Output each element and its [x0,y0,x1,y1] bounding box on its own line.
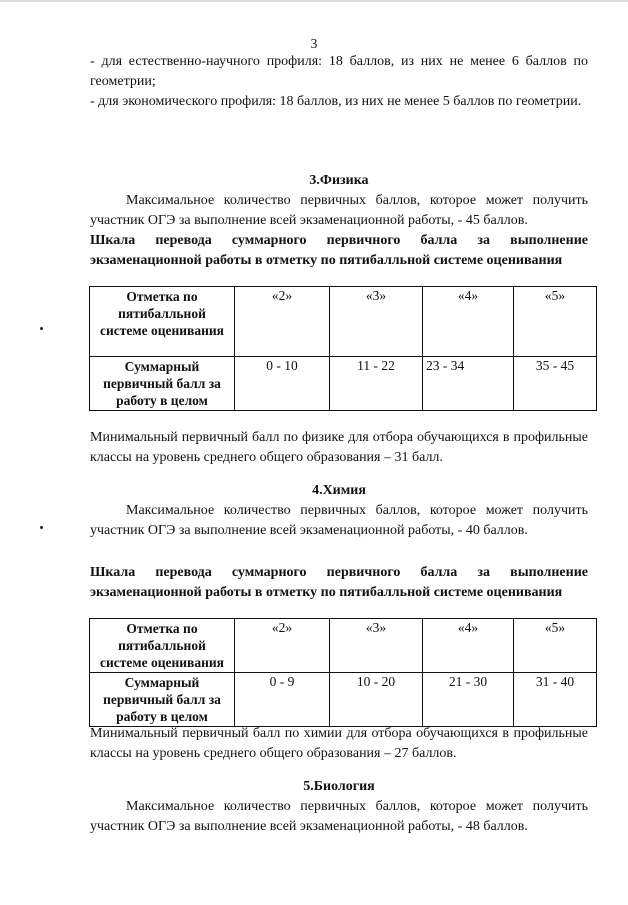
chemistry-grade-table [89,618,597,727]
physics-heading: 3.Физика [309,173,369,188]
table-row [90,619,597,673]
chemistry-min-score-text: Минимальный первичный балл по химии для отбора обучающихся в профильные классы на уровень среднего общего образования – 27 баллов. [90,726,588,761]
grade-cell: «5» [514,619,597,673]
table-row [90,673,597,727]
scan-edge [0,0,628,2]
chemistry-max-score-text: Максимальное количество первичных баллов, которое может получить участник ОГЭ за выполнение всей экзаменационной работы, - 40 баллов. [90,503,588,538]
score-range-cell: 0 - 10 [235,357,330,411]
score-range-cell: 0 - 9 [235,673,330,727]
profile-economic: - для экономического профиля: 18 баллов, из них не менее 5 баллов по геометрии. [90,94,582,109]
profile-natural-science: - для естественно-научного профиля: 18 баллов, из них не менее 6 баллов по геометрии; [90,54,588,89]
table-row [90,287,597,357]
grade-cell: «3» [330,287,423,357]
grade-header-label: Отметка по пятибалльной системе оценивания [90,287,235,357]
chemistry-scale-title-line1: Шкала перевода суммарного первичного балла за выполнение [90,565,588,580]
score-range-cell: 10 - 20 [330,673,423,727]
grade-cell: «3» [330,619,423,673]
grade-cell: «5» [514,287,597,357]
chemistry-heading: 4.Химия [312,483,366,498]
page-number: 3 [310,36,318,51]
physics-grade-table [89,286,597,411]
physics-min-score-text: Минимальный первичный балл по физике для отбора обучающихся в профильные классы на уровень среднего общего образования – 31 балл. [90,430,588,465]
biology-heading: 5.Биология [303,779,375,794]
table-row [90,357,597,411]
score-row-label: Суммарный первичный балл за работу в целом [90,357,235,411]
score-range-cell: 11 - 22 [330,357,423,411]
score-range-cell: 23 - 34 [423,357,514,411]
grade-cell: «2» [235,619,330,673]
grade-cell: «2» [235,287,330,357]
biology-max-score-text: Максимальное количество первичных баллов, которое может получить участник ОГЭ за выполнение всей экзаменационной работы, - 48 баллов. [90,799,588,834]
physics-scale-title-line2: экзаменационной работы в отметку по пятибалльной системе оценивания [90,253,563,268]
score-range-cell: 31 - 40 [514,673,597,727]
score-range-cell: 21 - 30 [423,673,514,727]
score-row-label: Суммарный первичный балл за работу в целом [90,673,235,727]
scan-speck [40,327,43,330]
grade-cell: «4» [423,619,514,673]
physics-max-score-text: Максимальное количество первичных баллов, которое может получить участник ОГЭ за выполнение всей экзаменационной работы, - 45 баллов. [90,193,588,228]
grade-cell: «4» [423,287,514,357]
physics-scale-title-line1: Шкала перевода суммарного первичного балла за выполнение [90,233,588,248]
score-range-cell: 35 - 45 [514,357,597,411]
chemistry-scale-title-line2: экзаменационной работы в отметку по пятибалльной системе оценивания [90,585,563,600]
scan-speck [40,526,43,529]
grade-header-label: Отметка по пятибалльной системе оценивания [90,619,235,673]
